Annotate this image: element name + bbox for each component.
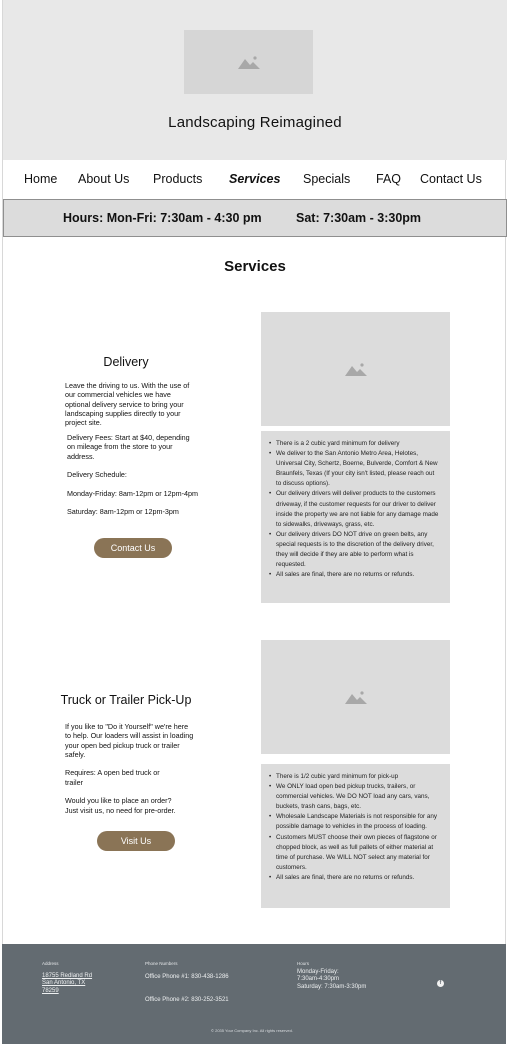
nav-item-about-us[interactable]: About Us <box>78 172 130 186</box>
hours-saturday: Sat: 7:30am - 3:30pm <box>296 211 422 225</box>
delivery-details: Delivery Fees: Start at $40, depending on mileage from the store to your address. Delivery Schedule: Monday-Friday: 8am-12pm or 12pm-4pm Saturday: 8am-12pm or 12pm-3pm <box>67 433 199 517</box>
delivery-rules-box <box>261 431 450 603</box>
pickup-image-placeholder <box>261 640 450 754</box>
nav-item-products[interactable]: Products <box>153 172 203 186</box>
list-item: • All sales are final, there are no returns or refunds. <box>269 570 440 580</box>
list-item: • Our delivery drivers will deliver products to the customers driveway, if the customer requests for our driver to deliver inside the property we are not liable for any damage made to sidewalks, driveways, grass, etc. <box>269 489 440 529</box>
footer-hours: Monday-Friday: 7:30am-4:30pm Saturday: 7:30am-3:30pm <box>297 969 367 990</box>
nav-item-contact-us[interactable]: Contact Us <box>420 172 482 186</box>
image-placeholder-icon <box>345 362 367 376</box>
pickup-heading: Truck or Trailer Pick-Up <box>60 693 192 707</box>
facebook-icon[interactable]: f <box>437 980 444 987</box>
site-title: Landscaping Reimagined <box>168 114 342 131</box>
visit-us-button[interactable]: Visit Us <box>97 831 175 851</box>
image-placeholder-icon <box>238 55 260 69</box>
footer-phone-2: Office Phone #2: 830-252-3521 <box>145 997 229 1003</box>
hero-header <box>3 0 507 160</box>
footer-phone-label: Phone Numbers <box>145 961 178 966</box>
delivery-image-placeholder <box>261 312 450 426</box>
pickup-rules-box <box>261 764 450 908</box>
nav-item-specials[interactable]: Specials <box>303 172 351 186</box>
nav-item-faq[interactable]: FAQ <box>376 172 402 186</box>
list-item: • We ONLY load open bed pickup trucks, trailers, or commercial vehicles. We DO NOT load any cars, vans, buckets, trash cans, bags, etc. <box>269 782 440 812</box>
delivery-intro: Leave the driving to us. With the use of our commercial vehicles we have optional delivery service to bring your landscaping supplies directly to your project site. <box>65 381 190 428</box>
footer-hours-label: Hours <box>297 961 310 966</box>
nav-item-services[interactable]: Services <box>229 172 281 186</box>
footer-phone-1: Office Phone #1: 830-438-1286 <box>145 974 229 980</box>
delivery-heading: Delivery <box>103 355 149 369</box>
list-item: • We deliver to the San Antonio Metro Area, Helotes, Universal City, Schertz, Boerne, Bulverde, Comfort & New Braunfels, Texas (If your city isn't listed, please reach out to discuss options). <box>269 449 440 489</box>
image-placeholder-icon <box>345 690 367 704</box>
delivery-rules-list <box>269 439 440 580</box>
footer-address-link[interactable]: 18755 Redland Rd San Antonio, TX 78259 <box>42 973 93 994</box>
page-title: Services <box>224 258 286 275</box>
copyright-text: © 2035 Your Company Inc. All rights reserved. <box>211 1028 293 1033</box>
main-nav <box>3 168 507 192</box>
list-item: • Our delivery drivers DO NOT drive on green belts, any special requests is to the discretion of the delivery driver, they will decide if they are able to perform what is requested. <box>269 530 440 570</box>
footer-address-label: Address <box>42 961 59 966</box>
list-item: • There is a 2 cubic yard minimum for delivery <box>269 439 440 449</box>
contact-us-button[interactable]: Contact Us <box>94 538 172 558</box>
list-item: • All sales are final, there are no returns or refunds. <box>269 873 440 883</box>
list-item: • Customers MUST choose their own pieces of flagstone or chopped block, as well as full pallets of either material at time of purchase. We WILL NOT select any material for customers. <box>269 833 440 873</box>
nav-item-home[interactable]: Home <box>24 172 58 186</box>
hours-weekday: Hours: Mon-Fri: 7:30am - 4:30 pm <box>63 211 262 225</box>
list-item: • Wholesale Landscape Materials is not responsible for any possible damage to vehicles in the process of loading. <box>269 812 440 832</box>
page <box>2 0 506 1044</box>
hours-bar <box>3 199 507 237</box>
pickup-rules-list <box>269 772 440 883</box>
pickup-intro: If you like to "Do it Yourself" we're here to help. Our loaders will assist in loading your open bed pickup truck or trailer safely. Requires: A open bed truck or trailer Would you like to place an order? Just visit us, no need for pre-order. <box>65 722 194 815</box>
list-item: • There is 1/2 cubic yard minimum for pick-up <box>269 772 440 782</box>
logo-placeholder <box>184 30 313 94</box>
